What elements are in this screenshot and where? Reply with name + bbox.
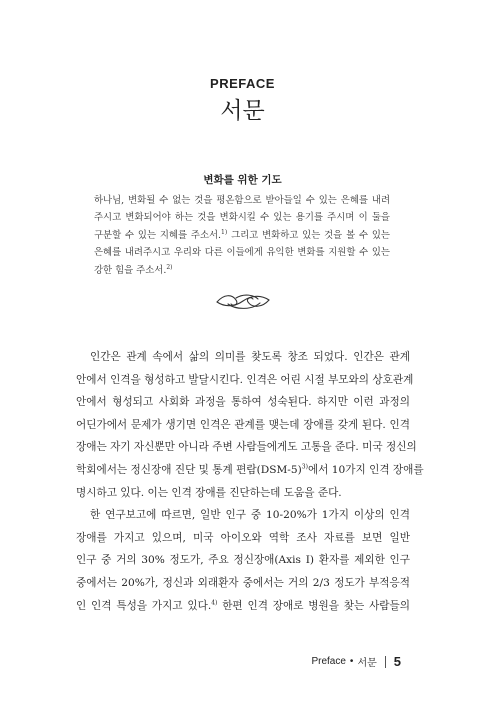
footer-section: Preface <box>311 656 346 667</box>
body-line: 안에서 형성되고 사회화 과정을 통하여 성숙된다. 하지만 이런 과정의 <box>76 396 410 409</box>
footer-divider <box>385 656 386 668</box>
page-title: 서문 <box>220 98 265 124</box>
footnote-marker: 2) <box>166 263 173 271</box>
prayer-heading: 변화를 위한 기도 <box>203 174 282 186</box>
prayer-line: 주시고 변화되어야 하는 것을 변화시킬 수 있는 용기를 주시며 이 둘을 <box>94 212 390 224</box>
body-line-part: 인 인격 특성을 가지고 있다. <box>76 599 212 612</box>
body-line: 중에서는 20%가, 정신과 외래환자 중에서는 거의 2/3 정도가 부적응적 <box>76 576 410 589</box>
body-line: 인구 중 거의 30% 정도가, 주요 정신장애(Axis I) 환자를 제외한 인구 <box>76 554 410 567</box>
prayer-text <box>94 192 390 279</box>
footer-title: 서문 <box>357 658 377 669</box>
body-line-part: 한편 인격 장애로 병원을 찾는 사람들의 <box>217 599 410 612</box>
body-line: 장애를 가지고 있으며, 미국 아이오와 역학 조사 자료를 보면 일반 <box>76 531 410 544</box>
prayer-line-part: 강한 힘을 주소서. <box>94 264 167 276</box>
body-line: 안에서 인격을 형성하고 발달시킨다. 인격은 어린 시절 부모와의 상호관계 <box>76 373 414 386</box>
prayer-line: 은혜를 내려주시고 우리와 다른 이들에게 유익한 변화를 지원할 수 있는 <box>94 247 390 259</box>
preface-label: PREFACE <box>210 76 275 91</box>
body-line-part: 학회에서는 정신장애 진단 및 통계 편람(DSM-5) <box>76 463 302 476</box>
flourish-ornament-icon <box>214 290 272 312</box>
page-footer <box>311 654 401 669</box>
body-line <box>76 459 424 482</box>
footnote-marker: 1) <box>221 228 228 236</box>
footnote-marker: 3) <box>301 463 308 471</box>
footnote-marker: 4) <box>211 599 218 606</box>
prayer-line-part: 구분할 수 있는 지혜를 주소서. <box>94 229 222 241</box>
body-line: 명시하고 있다. 이는 인격 장애를 진단하는데 도움을 준다. <box>76 486 342 499</box>
prayer-line: 하나님, 변화될 수 없는 것을 평온함으로 받아들일 수 있는 은혜를 내려 <box>94 195 390 206</box>
body-line: 한 연구보고에 따르면, 일반 인구 중 10-20%가 1가지 이상의 인격 <box>90 509 410 522</box>
prayer-line <box>94 262 390 279</box>
footer-dot: • <box>349 656 354 667</box>
body-line: 인간은 관계 속에서 삶의 의미를 찾도록 창조 되었다. 인간은 관계 <box>90 351 410 363</box>
prayer-line <box>94 227 390 244</box>
body-line-part: 에서 10가지 인격 장애를 <box>307 463 424 476</box>
prayer-line-part: 그리고 변화하고 있는 것을 볼 수 있는 <box>227 229 390 241</box>
page-number: 5 <box>393 654 401 669</box>
body-line: 장애는 자기 자신뿐만 아니라 주변 사람들에게도 고통을 준다. 미국 정신의 <box>76 441 417 454</box>
body-line <box>76 595 410 618</box>
body-text <box>76 346 424 617</box>
body-line: 어딘가에서 문제가 생기면 인격은 관계를 맺는데 장애를 갖게 된다. 인격 <box>76 418 410 431</box>
